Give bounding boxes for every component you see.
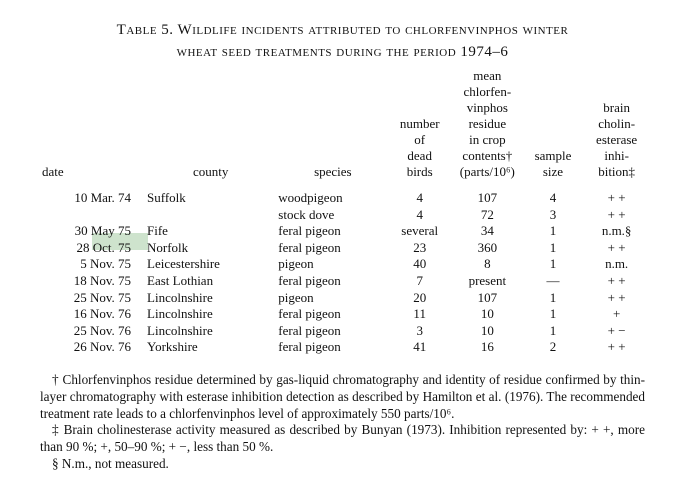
cell-mean: 360 [477, 239, 498, 255]
cell-date: 26 Nov. 76 [73, 339, 132, 355]
cell-mean: 8 [484, 256, 491, 272]
cell-county [145, 207, 276, 224]
cell-species: feral pigeon [278, 306, 341, 322]
cell-county: Suffolk [147, 190, 186, 205]
cell-number: 20 [413, 289, 427, 305]
cell-date: 5 Nov. 75 [80, 256, 132, 272]
table-row [40, 207, 652, 224]
header-line: bition‡ [598, 164, 636, 179]
incidents-table [40, 68, 652, 356]
header-county: county [192, 164, 229, 179]
header-number-dead-birds [389, 68, 450, 190]
header-line: number [399, 116, 440, 131]
cell-sample: 1 [549, 223, 557, 239]
table-row [40, 290, 652, 307]
cell-brain: + + [607, 190, 626, 205]
header-line: inhi- [604, 148, 629, 163]
cell-county: Leicestershire [147, 256, 220, 272]
table-row [40, 240, 652, 257]
cell-date: 10 Mar. 74 [74, 190, 132, 205]
table-body [40, 190, 652, 356]
cell-county: Yorkshire [147, 339, 198, 355]
cell-brain: n.m. [605, 256, 629, 272]
cell-county: Fife [147, 223, 168, 239]
cell-species: pigeon [278, 256, 314, 272]
header-line: sample [534, 148, 572, 163]
cell-county: Lincolnshire [147, 322, 213, 338]
cell-sample: 1 [549, 289, 557, 305]
table-title-line-1: Table 5. Wildlife incidents attributed to chlorfenvinphos winter [116, 22, 569, 38]
cell-date [40, 207, 145, 224]
cell-number: 40 [413, 256, 427, 272]
header-line: mean [473, 68, 502, 83]
header-line: vinphos [466, 100, 508, 115]
cell-species: feral pigeon [278, 339, 341, 355]
cell-county: Norfolk [147, 239, 189, 255]
footnote-dagger: † Chlorfenvinphos residue determined by gas-liquid chromatography and identity of residue confirmed by thin-layer chromatography with esterase inhibition detection as described by Hamilton et al. (1976). The recommended treatment rate leads to a chlorfenvinphos level of approximately 550 parts/10⁶. [40, 372, 645, 421]
table-row [40, 323, 652, 340]
header-line: esterase [596, 132, 638, 147]
header-line: birds [406, 164, 433, 179]
cell-mean: 10 [480, 322, 494, 338]
cell-number: 7 [416, 272, 423, 288]
cell-brain: + + [607, 339, 626, 355]
cell-species: feral pigeon [278, 223, 341, 239]
footnote-double-dagger: ‡ Brain cholinesterase activity measured as described by Bunyan (1973). Inhibition represented by: + +, more than 90 %; +, 50–90 %; + −, less than 50 %. [40, 422, 645, 455]
cell-number: 4 [416, 206, 423, 222]
cell-brain: + + [607, 206, 626, 222]
cell-species: feral pigeon [278, 239, 341, 255]
header-line: dead [407, 148, 432, 163]
cell-sample: — [546, 272, 560, 288]
cell-species: stock dove [278, 206, 335, 222]
cell-number: 23 [413, 239, 427, 255]
header-line: (parts/10⁶) [459, 164, 515, 179]
cell-sample: 2 [549, 339, 557, 355]
header-line: in crop [469, 132, 506, 147]
cell-brain: + + [607, 272, 626, 288]
header-brain-inhibition [581, 68, 652, 190]
cell-date: 28 Oct. 75 [76, 239, 132, 255]
cell-sample: 4 [549, 190, 557, 205]
cell-mean: 10 [480, 306, 494, 322]
table-footnotes [40, 372, 645, 473]
cell-number: 3 [416, 322, 423, 338]
header-species: species [314, 164, 352, 179]
cell-number: several [401, 223, 439, 239]
cell-species: feral pigeon [278, 272, 341, 288]
cell-brain: n.m.§ [601, 223, 632, 239]
header-line: brain [603, 100, 630, 115]
table-row [40, 190, 652, 207]
cell-brain: + + [607, 289, 626, 305]
table-row [40, 273, 652, 290]
cell-date: 25 Nov. 75 [73, 289, 132, 305]
header-line: residue [468, 116, 507, 131]
table-header [40, 68, 652, 190]
cell-mean: 72 [480, 206, 494, 222]
cell-brain: + + [607, 239, 626, 255]
header-line: contents† [462, 148, 513, 163]
cell-species: woodpigeon [278, 190, 343, 205]
table-row [40, 223, 652, 240]
cell-mean: 107 [477, 190, 498, 205]
header-sample-size [525, 68, 582, 190]
cell-sample: 1 [549, 256, 557, 272]
cell-date: 16 Nov. 76 [73, 306, 132, 322]
header-line: cholin- [598, 116, 636, 131]
header-line: chlorfen- [463, 84, 512, 99]
cell-number: 41 [413, 339, 427, 355]
cell-brain: + [612, 306, 621, 322]
footnote-section: § N.m., not measured. [52, 455, 169, 471]
cell-county: East Lothian [147, 272, 214, 288]
header-mean-residue [450, 68, 525, 190]
cell-species: pigeon [278, 289, 314, 305]
cell-species: feral pigeon [278, 322, 341, 338]
cell-mean: 34 [480, 223, 494, 239]
cell-sample: 1 [549, 306, 557, 322]
cell-date: 25 Nov. 76 [73, 322, 132, 338]
cell-brain: + − [607, 322, 626, 338]
cell-county: Lincolnshire [147, 289, 213, 305]
table-row [40, 306, 652, 323]
cell-number: 4 [416, 190, 423, 205]
cell-sample: 1 [549, 322, 557, 338]
cell-mean: present [468, 272, 507, 288]
cell-mean: 16 [480, 339, 494, 355]
table-row [40, 339, 652, 356]
header-line: size [542, 164, 564, 179]
cell-county: Lincolnshire [147, 306, 213, 322]
cell-date: 18 Nov. 75 [73, 272, 132, 288]
cell-sample: 3 [549, 206, 557, 222]
cell-mean: 107 [477, 289, 498, 305]
cell-sample: 1 [549, 239, 557, 255]
table-title-line-2: wheat seed treatments during the period 1974–6 [176, 44, 509, 60]
table-row [40, 256, 652, 273]
header-date: date [42, 164, 64, 179]
cell-number: 11 [413, 306, 426, 322]
cell-date: 30 May 75 [74, 223, 132, 239]
header-line: of [414, 132, 426, 147]
